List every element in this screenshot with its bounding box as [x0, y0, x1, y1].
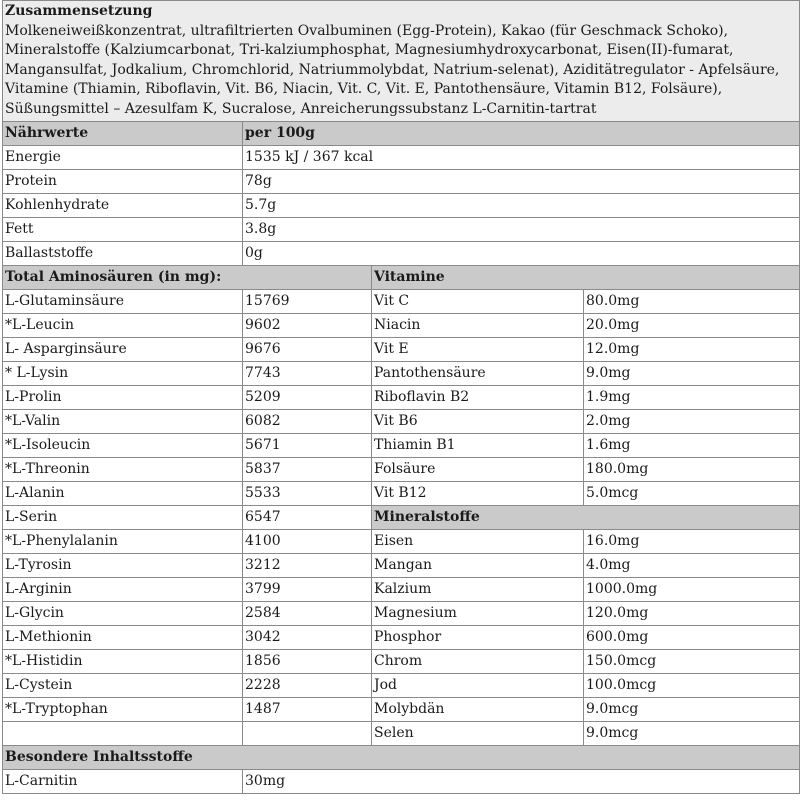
- vitamin-value: 5.0mcg: [584, 481, 800, 505]
- mineral-value: 16.0mg: [584, 529, 800, 553]
- naehrwert-value: 1535 kJ / 367 kcal: [243, 145, 800, 169]
- vitamin-value: 180.0mg: [584, 457, 800, 481]
- vitamin-label: Vit B6: [372, 409, 584, 433]
- amino-value: 3042: [243, 625, 372, 649]
- amino-vitamine-header-row: [3, 265, 800, 289]
- amino-header: Total Aminosäuren (in mg):: [3, 265, 372, 289]
- amino-value: 9602: [243, 313, 372, 337]
- mineral-value: 120.0mg: [584, 601, 800, 625]
- amino-row: [3, 577, 800, 601]
- amino-value: [243, 721, 372, 745]
- amino-row: [3, 673, 800, 697]
- naehrwert-row: [3, 193, 800, 217]
- amino-row: [3, 361, 800, 385]
- mineralstoffe-header: Mineralstoffe: [372, 505, 800, 529]
- amino-row: [3, 529, 800, 553]
- vitamin-label: Thiamin B1: [372, 433, 584, 457]
- naehrwerte-per-header: per 100g: [243, 121, 800, 145]
- amino-value: 6082: [243, 409, 372, 433]
- mineral-value: 600.0mg: [584, 625, 800, 649]
- amino-label: L-Glycin: [3, 601, 243, 625]
- vitamin-label: Riboflavin B2: [372, 385, 584, 409]
- amino-value: 2228: [243, 673, 372, 697]
- amino-row: [3, 649, 800, 673]
- mineral-value: 9.0mcg: [584, 697, 800, 721]
- amino-label: L-Cystein: [3, 673, 243, 697]
- naehrwert-value: 0g: [243, 241, 800, 265]
- amino-label: L- Asparginsäure: [3, 337, 243, 361]
- naehrwert-value: 5.7g: [243, 193, 800, 217]
- mineral-label: Chrom: [372, 649, 584, 673]
- naehrwerte-header-row: [3, 121, 800, 145]
- naehrwert-row: [3, 145, 800, 169]
- vitamin-value: 12.0mg: [584, 337, 800, 361]
- naehrwert-label: Ballaststoffe: [3, 241, 243, 265]
- amino-value: 1856: [243, 649, 372, 673]
- amino-value: 5671: [243, 433, 372, 457]
- vitamin-value: 1.6mg: [584, 433, 800, 457]
- composition-cell: [3, 1, 800, 122]
- naehrwert-label: Kohlenhydrate: [3, 193, 243, 217]
- amino-label: [3, 721, 243, 745]
- amino-row: [3, 337, 800, 361]
- amino-row: [3, 505, 800, 529]
- amino-value: 3799: [243, 577, 372, 601]
- amino-value: 1487: [243, 697, 372, 721]
- mineral-label: Molybdän: [372, 697, 584, 721]
- amino-value: 2584: [243, 601, 372, 625]
- amino-value: 15769: [243, 289, 372, 313]
- nutrition-table-body: [3, 1, 800, 794]
- besondere-row: [3, 769, 800, 793]
- amino-label: *L-Valin: [3, 409, 243, 433]
- besondere-label: L-Carnitin: [3, 769, 243, 793]
- composition-title: Zusammensetzung: [5, 3, 153, 19]
- amino-row: [3, 553, 800, 577]
- amino-label: *L-Phenylalanin: [3, 529, 243, 553]
- vitamin-label: Vit B12: [372, 481, 584, 505]
- naehrwert-label: Protein: [3, 169, 243, 193]
- besondere-header-row: [3, 745, 800, 769]
- amino-row: [3, 457, 800, 481]
- naehrwert-value: 3.8g: [243, 217, 800, 241]
- vitamin-label: Pantothensäure: [372, 361, 584, 385]
- naehrwert-row: [3, 241, 800, 265]
- amino-label: *L-Isoleucin: [3, 433, 243, 457]
- naehrwert-label: Energie: [3, 145, 243, 169]
- vitamin-value: 9.0mg: [584, 361, 800, 385]
- besondere-value: 30mg: [243, 769, 800, 793]
- vitamin-label: Folsäure: [372, 457, 584, 481]
- naehrwerte-header: Nährwerte: [3, 121, 243, 145]
- vitamin-value: 20.0mg: [584, 313, 800, 337]
- amino-row: [3, 601, 800, 625]
- amino-value: 5533: [243, 481, 372, 505]
- vitamine-header: Vitamine: [372, 265, 800, 289]
- amino-row: [3, 721, 800, 745]
- amino-value: 7743: [243, 361, 372, 385]
- amino-row: [3, 625, 800, 649]
- amino-label: *L-Threonin: [3, 457, 243, 481]
- vitamin-value: 2.0mg: [584, 409, 800, 433]
- amino-label: L-Arginin: [3, 577, 243, 601]
- nutrition-table: [2, 0, 800, 794]
- amino-label: * L-Lysin: [3, 361, 243, 385]
- mineral-label: Magnesium: [372, 601, 584, 625]
- amino-value: 6547: [243, 505, 372, 529]
- amino-value: 9676: [243, 337, 372, 361]
- amino-label: L-Alanin: [3, 481, 243, 505]
- amino-row: [3, 289, 800, 313]
- naehrwert-row: [3, 169, 800, 193]
- mineral-label: Mangan: [372, 553, 584, 577]
- naehrwert-label: Fett: [3, 217, 243, 241]
- amino-row: [3, 433, 800, 457]
- mineral-label: Jod: [372, 673, 584, 697]
- amino-row: [3, 385, 800, 409]
- amino-value: 3212: [243, 553, 372, 577]
- mineral-label: Phosphor: [372, 625, 584, 649]
- amino-label: *L-Leucin: [3, 313, 243, 337]
- naehrwert-row: [3, 217, 800, 241]
- composition-row: [3, 1, 800, 122]
- mineral-value: 4.0mg: [584, 553, 800, 577]
- vitamin-value: 80.0mg: [584, 289, 800, 313]
- composition-text: Molkeneiweißkonzentrat, ultrafiltrierten Ovalbuminen (Egg-Protein), Kakao (für Geschmack Schoko), Mineralstoffe (Kalziumcarbonat, Tri-kalziumphosphat, Magnesiumhydroxycarbonat, Eisen(II)-fumarat, Mangansulfat, Jodkalium, Chromchlorid, Natriummolybdat, Natrium-selenat), Aziditätregulator - Apfelsäure, Vitamine (Thiamin, Riboflavin, Vit. B6, Niacin, Vit. C, Vit. E, Pantothensäure, Vitamin B12, Folsäure), Süßungsmittel – Azesulfam K, Sucralose, Anreicherungssubstanz L-Carnitin-tartrat: [5, 22, 780, 117]
- mineral-label: Kalzium: [372, 577, 584, 601]
- vitamin-label: Niacin: [372, 313, 584, 337]
- besondere-header: Besondere Inhaltsstoffe: [3, 745, 800, 769]
- amino-value: 5209: [243, 385, 372, 409]
- mineral-value: 1000.0mg: [584, 577, 800, 601]
- amino-label: *L-Histidin: [3, 649, 243, 673]
- amino-row: [3, 481, 800, 505]
- vitamin-value: 1.9mg: [584, 385, 800, 409]
- amino-label: L-Glutaminsäure: [3, 289, 243, 313]
- amino-label: *L-Tryptophan: [3, 697, 243, 721]
- mineral-value: 9.0mcg: [584, 721, 800, 745]
- amino-row: [3, 313, 800, 337]
- vitamin-label: Vit C: [372, 289, 584, 313]
- amino-value: 4100: [243, 529, 372, 553]
- amino-value: 5837: [243, 457, 372, 481]
- amino-label: L-Methionin: [3, 625, 243, 649]
- mineral-label: Selen: [372, 721, 584, 745]
- mineral-value: 150.0mcg: [584, 649, 800, 673]
- amino-row: [3, 409, 800, 433]
- vitamin-label: Vit E: [372, 337, 584, 361]
- mineral-label: Eisen: [372, 529, 584, 553]
- amino-row: [3, 697, 800, 721]
- amino-label: L-Prolin: [3, 385, 243, 409]
- naehrwert-value: 78g: [243, 169, 800, 193]
- amino-label: L-Tyrosin: [3, 553, 243, 577]
- mineral-value: 100.0mcg: [584, 673, 800, 697]
- amino-label: L-Serin: [3, 505, 243, 529]
